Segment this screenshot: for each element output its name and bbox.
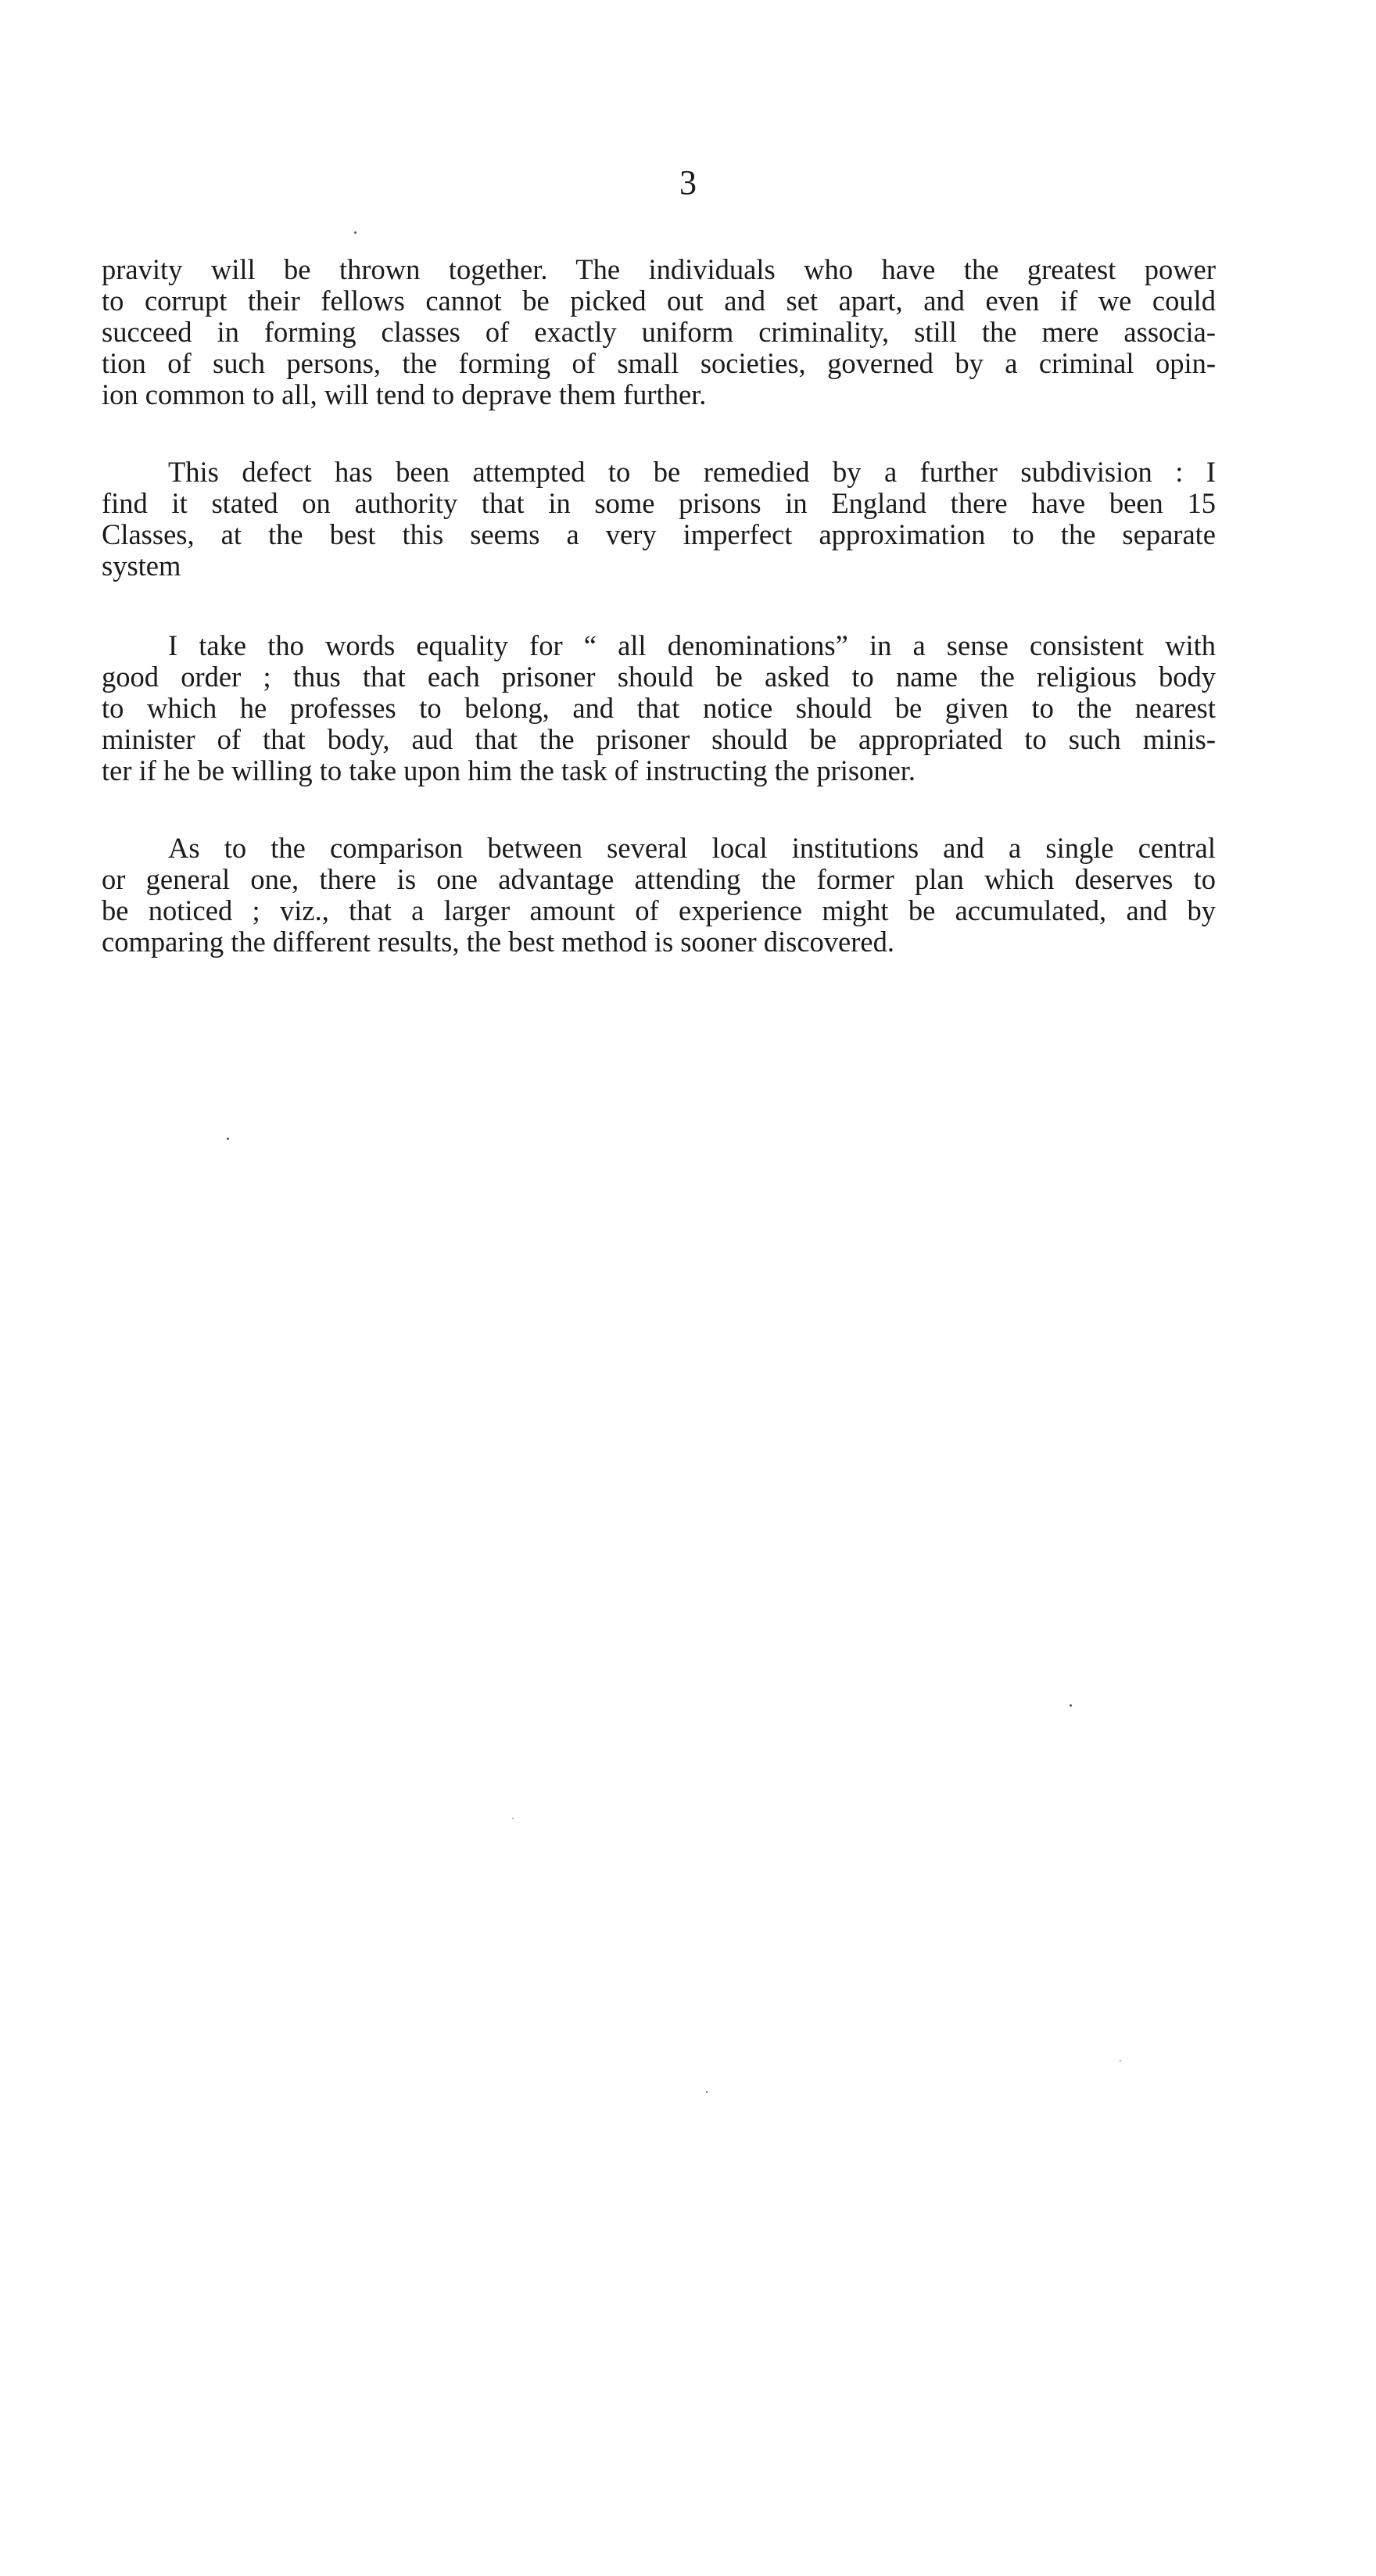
text-line: tion of such persons, the forming of small societies, governed by a criminal opin- (102, 347, 1216, 379)
scan-speck (1070, 1704, 1072, 1707)
page-number: 3 (679, 163, 697, 202)
scan-speck (706, 2091, 708, 2093)
scan-speck (354, 231, 357, 234)
text-line: system (102, 550, 181, 582)
scan-speck (512, 1818, 514, 1819)
text-line: or general one, there is one advantage attending the former plan which deserves to (102, 863, 1216, 895)
paragraph-4 (102, 833, 1216, 958)
paragraph-3 (102, 630, 1216, 786)
text-line: be noticed ; viz., that a larger amount of experience might be accumulated, and by (102, 894, 1216, 926)
text-line: pravity will be thrown together. The individuals who have the greatest power (102, 253, 1216, 285)
text-line: minister of that body, aud that the prisoner should be appropriated to such minis- (102, 723, 1216, 755)
text-line: As to the comparison between several local institutions and a single central (168, 832, 1216, 864)
text-line: comparing the different results, the best method is sooner discovered. (102, 926, 894, 958)
text-line: good order ; thus that each prisoner should be asked to name the religious body (102, 661, 1216, 693)
text-line: ion common to all, will tend to deprave them further. (102, 378, 707, 410)
text-line: to corrupt their fellows cannot be picked out and set apart, and even if we could (102, 285, 1216, 317)
scan-speck (227, 1138, 229, 1140)
text-line: ter if he be willing to take upon him the task of instructing the prisoner. (102, 754, 916, 786)
paragraph-2 (102, 457, 1216, 582)
text-line: I take tho words equality for “ all denominations” in a sense consistent with (168, 629, 1216, 661)
paragraph-1 (102, 254, 1216, 410)
text-line: find it stated on authority that in some prisons in England there have been 15 (102, 487, 1216, 519)
text-line: succeed in forming classes of exactly uniform criminality, still the mere associa- (102, 316, 1216, 348)
text-line: Classes, at the best this seems a very imperfect approximation to the separate (102, 518, 1216, 550)
text-line: This defect has been attempted to be remedied by a further subdivision : I (168, 456, 1216, 488)
text-line: to which he professes to belong, and that notice should be given to the nearest (102, 692, 1216, 724)
scan-speck (1120, 2060, 1121, 2062)
